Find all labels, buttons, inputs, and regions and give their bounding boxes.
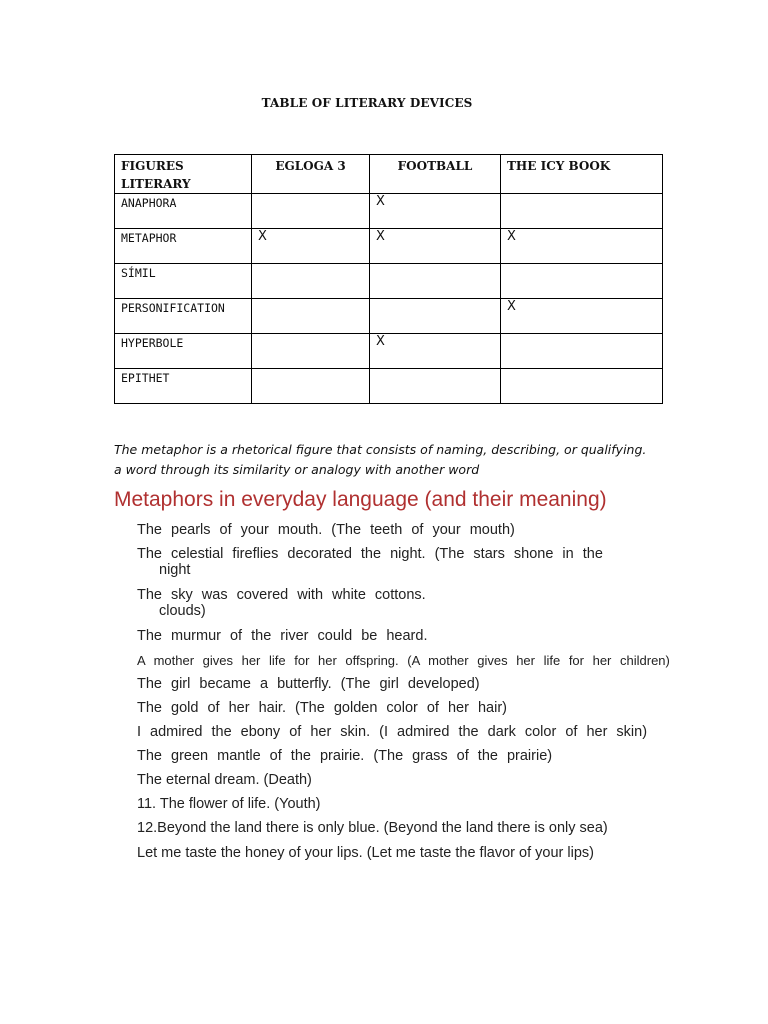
- example-text: The girl became a butterfly. (The girl developed): [137, 676, 480, 692]
- table-row: [115, 299, 663, 334]
- egloga-cell: [252, 264, 370, 299]
- football-cell: [370, 369, 501, 404]
- icy-book-cell: X: [501, 299, 663, 334]
- example-text: The celestial fireflies decorated the night. (The stars shone in the: [137, 546, 603, 562]
- literary-devices-table: [114, 154, 663, 404]
- column-header-icy-book: THE ICY BOOK: [501, 155, 663, 194]
- icy-book-cell: [501, 194, 663, 229]
- figure-cell: HYPERBOLE: [115, 334, 252, 369]
- example-text: The murmur of the river could be heard.: [137, 628, 428, 644]
- list-item: [137, 796, 321, 812]
- metaphor-definition: [114, 440, 714, 480]
- egloga-cell: [252, 369, 370, 404]
- list-item: [137, 845, 594, 861]
- example-text: The eternal dream. (Death): [137, 772, 312, 788]
- football-cell: X: [370, 229, 501, 264]
- football-cell: X: [370, 334, 501, 369]
- egloga-cell: [252, 334, 370, 369]
- example-text: 11. The flower of life. (Youth): [137, 796, 321, 812]
- example-text: The pearls of your mouth. (The teeth of your mouth): [137, 522, 515, 538]
- list-item: [137, 546, 603, 578]
- example-text: A mother gives her life for her offspring. (A mother gives her life for her children): [137, 653, 670, 668]
- list-item: [137, 676, 480, 692]
- table-row: [115, 194, 663, 229]
- list-item: [137, 587, 426, 619]
- table-row: [115, 229, 663, 264]
- definition-line: a word through its similarity or analogy with another word: [114, 462, 480, 477]
- egloga-cell: X: [252, 229, 370, 264]
- list-item: [137, 772, 312, 788]
- table-header-row: [115, 155, 663, 194]
- icy-book-cell: [501, 264, 663, 299]
- list-item: [137, 724, 647, 740]
- page-title: TABLE OF LITERARY DEVICES: [261, 96, 473, 110]
- list-item: [137, 700, 507, 716]
- column-header-egloga: EGLOGA 3: [252, 155, 370, 194]
- list-item: [137, 628, 427, 644]
- list-item: [137, 522, 515, 538]
- icy-book-cell: [501, 334, 663, 369]
- table-row: [115, 334, 663, 369]
- figure-cell: METAPHOR: [115, 229, 252, 264]
- section-heading: Metaphors in everyday language (and their meaning): [114, 488, 607, 511]
- icy-book-cell: X: [501, 229, 663, 264]
- icy-book-cell: [501, 369, 663, 404]
- example-continuation: night: [159, 562, 191, 578]
- example-text: Let me taste the honey of your lips. (Let me taste the flavor of your lips): [137, 845, 594, 861]
- figure-cell: EPITHET: [115, 369, 252, 404]
- example-continuation: clouds): [159, 603, 206, 619]
- figure-cell: ANAPHORA: [115, 194, 252, 229]
- list-item: [137, 653, 670, 668]
- example-text: The green mantle of the prairie. (The grass of the prairie): [137, 748, 553, 764]
- example-text: 12.Beyond the land there is only blue. (Beyond the land there is only sea): [137, 820, 608, 836]
- egloga-cell: [252, 299, 370, 334]
- figure-cell: PERSONIFICATION: [115, 299, 252, 334]
- football-cell: [370, 264, 501, 299]
- column-header-football: FOOTBALL: [370, 155, 501, 194]
- example-text: The gold of her hair. (The golden color of her hair): [137, 700, 507, 716]
- egloga-cell: [252, 194, 370, 229]
- example-text: The sky was covered with white cottons.: [137, 587, 426, 603]
- definition-line: The metaphor is a rhetorical figure that consists of naming, describing, or qualifying.: [114, 442, 647, 457]
- column-header-figures: FIGURES LITERARY: [115, 155, 252, 194]
- figure-cell: SÍMIL: [115, 264, 252, 299]
- table-row: [115, 369, 663, 404]
- list-item: [137, 820, 608, 836]
- table-row: [115, 264, 663, 299]
- list-item: [137, 748, 552, 764]
- football-cell: [370, 299, 501, 334]
- example-text: I admired the ebony of her skin. (I admired the dark color of her skin): [137, 724, 648, 740]
- football-cell: X: [370, 194, 501, 229]
